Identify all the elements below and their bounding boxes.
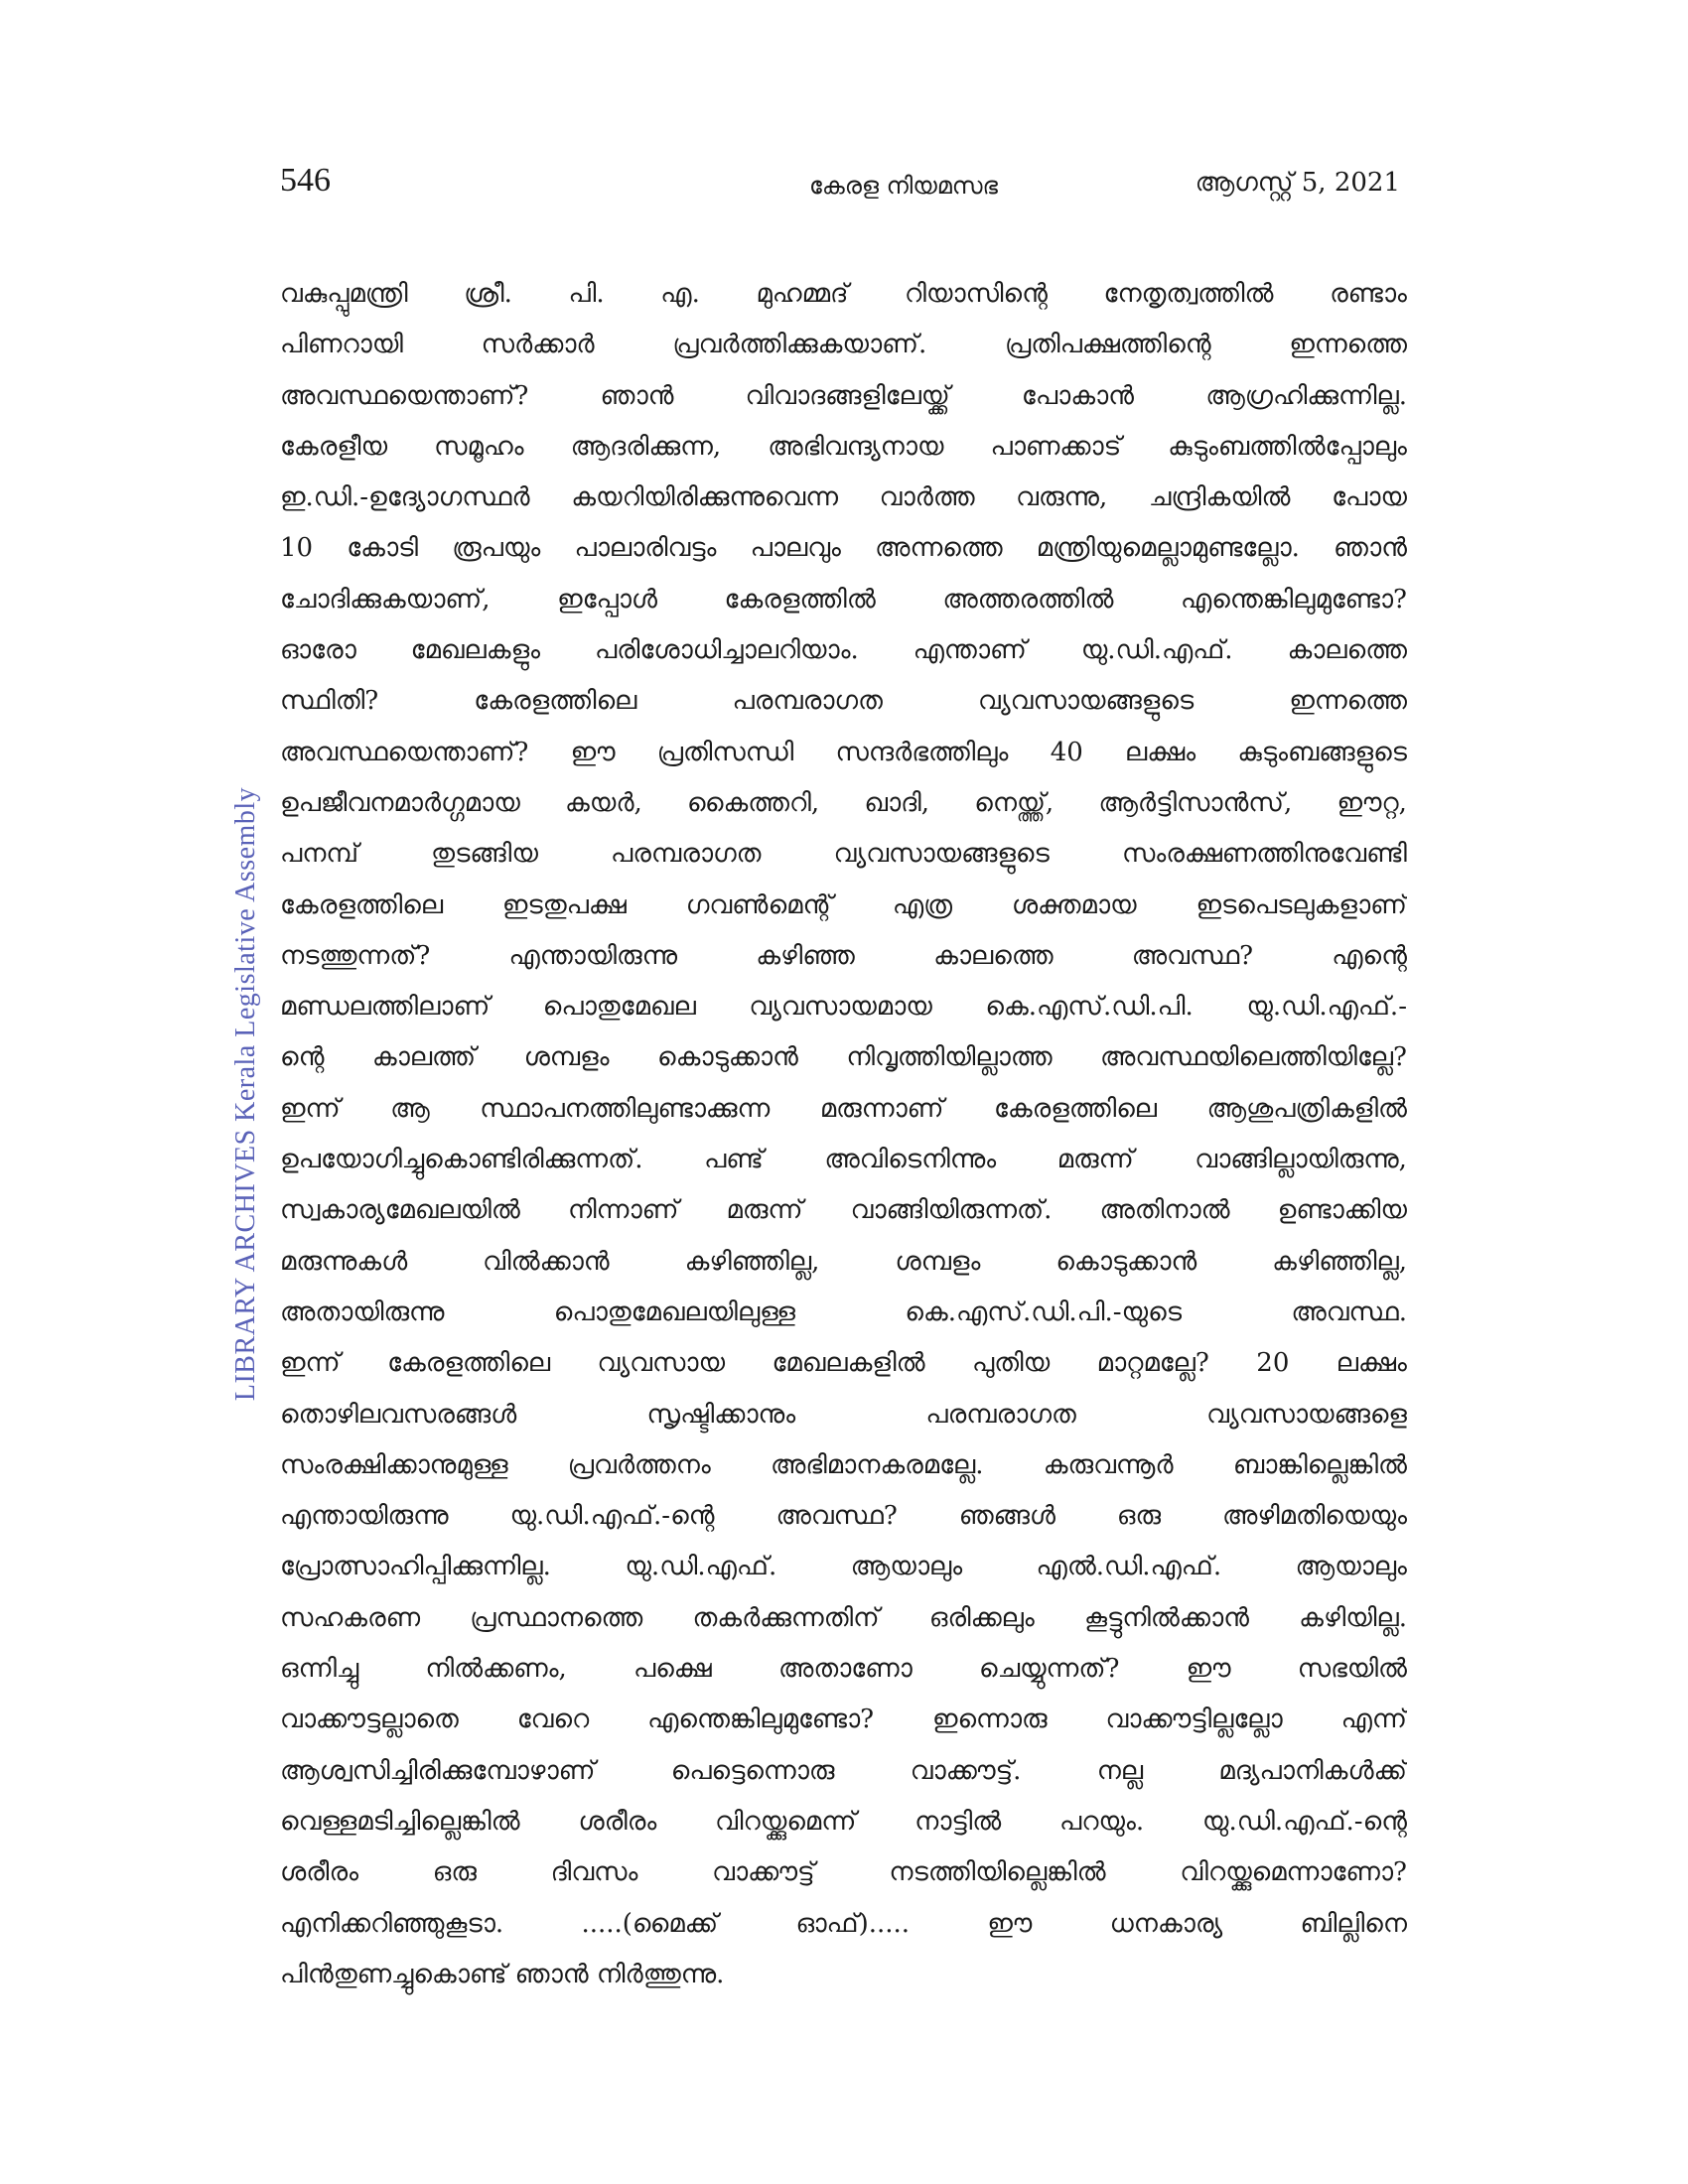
speech-body bbox=[280, 269, 1407, 2000]
text-line: അതായിരുന്നു പൊതുമേഖലയിലുള്ള കെ.എസ്.ഡി.പി.-യുടെ അവസ്ഥ. bbox=[280, 1297, 1407, 1327]
page-header-date: ആഗസ്റ്റ് 5, 2021 bbox=[1195, 168, 1400, 198]
text-line: ഇന്ന് ആ സ്ഥാപനത്തിലുണ്ടാക്കുന്ന മരുന്നാണ് കേരളത്തിലെ ആശുപത്രികളിൽ bbox=[280, 1093, 1407, 1124]
text-line: പിണറായി സർക്കാർ പ്രവർത്തിക്കുകയാണ്. പ്രതിപക്ഷത്തിന്റെ ഇന്നത്തെ bbox=[280, 330, 1407, 360]
text-line: സംരക്ഷിക്കാനുമുള്ള പ്രവർത്തനം അഭിമാനകരമല്ലേ. കരുവന്നൂർ ബാങ്കില്ലെങ്കിൽ bbox=[280, 1449, 1407, 1480]
text-line: വെള്ളമടിച്ചില്ലെങ്കിൽ ശരീരം വിറയ്ക്കുമെന്ന് നാട്ടിൽ പറയും. യു.ഡി.എഫ്.-ന്റെ bbox=[280, 1806, 1407, 1837]
text-line: സ്ഥിതി? കേരളത്തിലെ പരമ്പരാഗത വ്യവസായങ്ങളുടെ ഇന്നത്തെ bbox=[280, 686, 1407, 717]
text-line: സ്വകാര്യമേഖലയിൽ നിന്നാണ് മരുന്ന് വാങ്ങിയിരുന്നത്. അതിനാൽ ഉണ്ടാക്കിയ bbox=[280, 1195, 1407, 1226]
text-line: കേരളത്തിലെ ഇടതുപക്ഷ ഗവൺമെന്റ് എത്ര ശക്തമായ ഇടപെടലുകളാണ് bbox=[280, 889, 1407, 920]
text-line: അവസ്ഥയെന്താണ്? ഞാൻ വിവാദങ്ങളിലേയ്ക്ക് പോകാൻ ആഗ്രഹിക്കുന്നില്ല. bbox=[280, 380, 1407, 411]
text-line: മണ്ഡലത്തിലാണ് പൊതുമേഖല വ്യവസായമായ കെ.എസ്.ഡി.പി. യു.ഡി.എഫ്.- bbox=[280, 992, 1407, 1023]
text-line: വകുപ്പുമന്ത്രി ശ്രീ. പി. എ. മുഹമ്മദ് റിയാസിന്റെ നേതൃത്വത്തിൽ രണ്ടാം bbox=[280, 279, 1407, 309]
text-line: ശരീരം ഒരു ദിവസം വാക്കൗട്ട് നടത്തിയില്ലെങ്കിൽ വിറയ്ക്കുമെന്നാണോ? bbox=[280, 1857, 1407, 1888]
page-number: 546 bbox=[280, 162, 331, 199]
text-line: മരുന്നുകൾ വിൽക്കാൻ കഴിഞ്ഞില്ല, ശമ്പളം കൊടുക്കാൻ കഴിഞ്ഞില്ല, bbox=[280, 1246, 1407, 1277]
text-line: വാക്കൗട്ടല്ലാതെ വേറെ എന്തെങ്കിലുമുണ്ടോ? ഇന്നൊരു വാക്കൗട്ടില്ലല്ലോ എന്ന് bbox=[280, 1705, 1407, 1735]
text-line: തൊഴിലവസരങ്ങൾ സൃഷ്ടിക്കാനും പരമ്പരാഗത വ്യവസായങ്ങളെ bbox=[280, 1399, 1407, 1430]
text-line: ഉപയോഗിച്ചുകൊണ്ടിരിക്കുന്നത്. പണ്ട് അവിടെനിന്നും മരുന്ന് വാങ്ങില്ലായിരുന്നു, bbox=[280, 1145, 1407, 1175]
text-line: എനിക്കറിഞ്ഞുകൂടാ. .....(മൈക്ക് ഓഫ്)..... ഈ ധനകാര്യ ബില്ലിനെ bbox=[280, 1908, 1407, 1939]
text-line: ആശ്വസിച്ചിരിക്കുമ്പോഴാണ് പെട്ടെന്നൊരു വാക്കൗട്ട്. നല്ല മദ്യപാനികൾക്ക് bbox=[280, 1755, 1407, 1786]
text-line: പ്രോത്സാഹിപ്പിക്കുന്നില്ല. യു.ഡി.എഫ്. ആയാലും എൽ.ഡി.എഫ്. ആയാലും bbox=[280, 1552, 1407, 1582]
text-line: സഹകരണ പ്രസ്ഥാനത്തെ തകർക്കുന്നതിന് ഒരിക്കലും കൂട്ടുനിൽക്കാൻ കഴിയില്ല. bbox=[280, 1602, 1407, 1633]
text-line: 10 കോടി രൂപയും പാലാരിവട്ടം പാലവും അന്നത്തെ മന്ത്രിയുമെല്ലാമുണ്ടല്ലോ. ഞാൻ bbox=[280, 533, 1407, 564]
archive-watermark: LIBRARY ARCHIVES Kerala Legislative Assembly bbox=[230, 786, 261, 1402]
text-line: അവസ്ഥയെന്താണ്? ഈ പ്രതിസന്ധി സന്ദർഭത്തിലും 40 ലക്ഷം കുടുംബങ്ങളുടെ bbox=[280, 737, 1407, 767]
text-line: പനമ്പ് തുടങ്ങിയ പരമ്പരാഗത വ്യവസായങ്ങളുടെ സംരക്ഷണത്തിനുവേണ്ടി bbox=[280, 839, 1407, 870]
text-line: ഇ.ഡി.-ഉദ്യോഗസ്ഥർ കയറിയിരിക്കുന്നുവെന്ന വാർത്ത വരുന്നു, ചന്ദ്രികയിൽ പോയ bbox=[280, 482, 1407, 513]
page-header-title: കേരള നിയമസഭ bbox=[808, 172, 999, 200]
text-line: ന്റെ കാലത്ത് ശമ്പളം കൊടുക്കാൻ നിവൃത്തിയില്ലാത്ത അവസ്ഥയിലെത്തിയില്ലേ? bbox=[280, 1042, 1407, 1073]
text-line: ഒന്നിച്ചു നിൽക്കണം, പക്ഷെ അതാണോ ചെയ്യുന്നത്? ഈ സഭയിൽ bbox=[280, 1654, 1407, 1685]
text-line: ഓരോ മേഖലകളും പരിശോധിച്ചാലറിയാം. എന്താണ് യു.ഡി.എഫ്. കാലത്തെ bbox=[280, 635, 1407, 666]
text-line: ചോദിക്കുകയാണ്, ഇപ്പോൾ കേരളത്തിൽ അത്തരത്തിൽ എന്തെങ്കിലുമുണ്ടോ? bbox=[280, 584, 1407, 614]
text-line: നടത്തുന്നത്? എന്തായിരുന്നു കഴിഞ്ഞ കാലത്തെ അവസ്ഥ? എന്റെ bbox=[280, 940, 1407, 971]
text-line: ഉപജീവനമാർഗ്ഗമായ കയർ, കൈത്തറി, ഖാദി, നെയ്ത്ത്, ആർട്ടിസാൻസ്, ഈറ്റ, bbox=[280, 787, 1407, 818]
text-line: എന്തായിരുന്നു യു.ഡി.എഫ്.-ന്റെ അവസ്ഥ? ഞങ്ങൾ ഒരു അഴിമതിയെയും bbox=[280, 1501, 1407, 1532]
text-line: പിൻതുണച്ചുകൊണ്ട് ഞാൻ നിർത്തുന്നു. bbox=[280, 1959, 725, 1989]
text-line: കേരളീയ സമൂഹം ആദരിക്കുന്ന, അഭിവന്ദ്യനായ പാണക്കാട് കുടുംബത്തിൽപ്പോലും bbox=[280, 431, 1407, 462]
text-line: ഇന്ന് കേരളത്തിലെ വ്യവസായ മേഖലകളിൽ പുതിയ മാറ്റമല്ലേ? 20 ലക്ഷം bbox=[280, 1348, 1407, 1379]
